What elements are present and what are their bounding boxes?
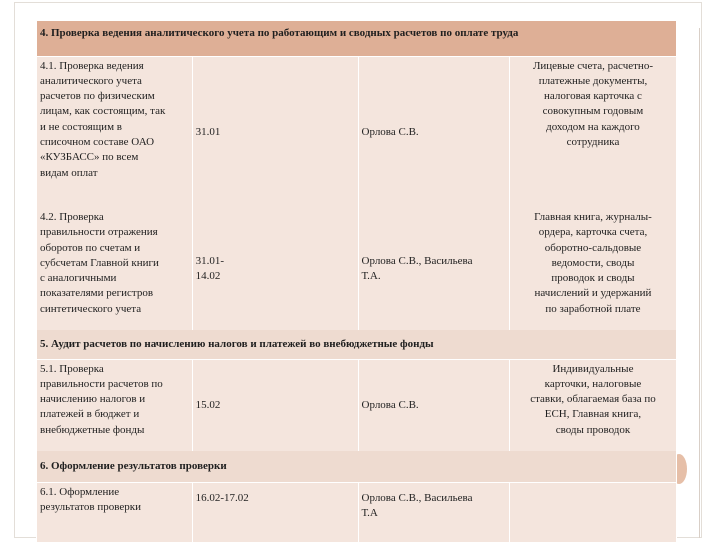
section-title: 5. Аудит расчетов по начислению налогов и платежей во внебюджетные фонды bbox=[37, 330, 677, 359]
date-cell: 16.02-17.02 bbox=[192, 482, 358, 542]
responsible-cell: Орлова С.В. bbox=[358, 56, 509, 208]
responsible-cell: Орлова С.В. bbox=[358, 359, 509, 451]
table-row bbox=[37, 208, 677, 330]
documents-cell: Главная книга, журналы- ордера, карточка счета, оборотно-сальдовые ведомости, своды проводок и своды начислений и удержаний по заработной плате bbox=[509, 208, 676, 330]
table-row bbox=[37, 359, 677, 451]
section-header-row bbox=[37, 330, 677, 359]
slide-divider bbox=[699, 28, 700, 538]
table-row bbox=[37, 482, 677, 542]
date-cell: 31.01- 14.02 bbox=[192, 208, 358, 330]
date-cell: 31.01 bbox=[192, 56, 358, 208]
table-row bbox=[37, 56, 677, 208]
date-cell: 15.02 bbox=[192, 359, 358, 451]
task-cell: 4.1. Проверка ведения аналитического учета расчетов по физическим лицам, как состоящим, так и не состоящим в списочном составе ОАО «КУЗБАСС» по всем видам оплат bbox=[37, 56, 193, 208]
section-header-row bbox=[37, 451, 677, 482]
documents-cell bbox=[509, 482, 676, 542]
section-header-row bbox=[37, 21, 677, 56]
documents-cell: Индивидуальные карточки, налоговые ставки, облагаемая база по ЕСН, Главная книга, своды проводок bbox=[509, 359, 676, 451]
audit-plan-table bbox=[36, 21, 677, 542]
section-title: 6. Оформление результатов проверки bbox=[37, 451, 677, 482]
responsible-cell: Орлова С.В., Васильева Т.А. bbox=[358, 208, 509, 330]
task-cell: 5.1. Проверка правильности расчетов по начислению налогов и платежей в бюджет и внебюджетные фонды bbox=[37, 359, 193, 451]
task-cell: 6.1. Оформление результатов проверки bbox=[37, 482, 193, 542]
documents-cell: Лицевые счета, расчетно- платежные документы, налоговая карточка с совокупным годовым доходом на каждого сотрудника bbox=[509, 56, 676, 208]
task-cell: 4.2. Проверка правильности отражения оборотов по счетам и субсчетам Главной книги с аналогичными показателями регистров синтетического учета bbox=[37, 208, 193, 330]
responsible-cell: Орлова С.В., Васильева Т.А bbox=[358, 482, 509, 542]
section-title: 4. Проверка ведения аналитического учета по работающим и сводных расчетов по оплате труда bbox=[37, 21, 677, 56]
